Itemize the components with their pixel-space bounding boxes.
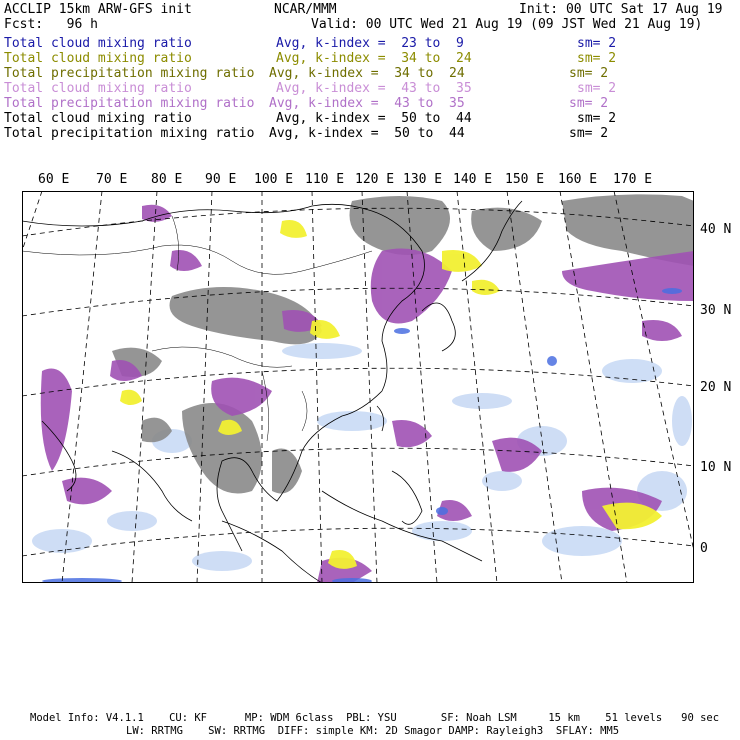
lon-label-160e: 160 E (558, 172, 598, 187)
legend-range-3: Avg, k-index = 34 to 24 (269, 66, 465, 81)
legend-field-4: Total cloud mixing ratio (4, 81, 192, 96)
legend-range-4: Avg, k-index = 43 to 35 (276, 81, 472, 96)
lon-label-120e: 120 E (355, 172, 395, 187)
legend-range-5: Avg, k-index = 43 to 35 (269, 96, 465, 111)
legend-field-7: Total precipitation mixing ratio (4, 126, 255, 141)
model-info-line: Model Info: V4.1.1 CU: KF MP: WDM 6class PBL: YSU SF: Noah LSM 15 km 51 levels 90 sec (30, 712, 720, 724)
legend-sm-6: sm= 2 (577, 111, 617, 126)
legend-range-6: Avg, k-index = 50 to 44 (276, 111, 472, 126)
model-title: ACCLIP 15km ARW-GFS init (4, 2, 192, 17)
legend-range-1: Avg, k-index = 23 to 9 (276, 36, 464, 51)
lon-label-60e: 60 E (38, 172, 70, 187)
legend-field-3: Total precipitation mixing ratio (4, 66, 255, 81)
lon-label-140e: 140 E (453, 172, 493, 187)
legend-range-7: Avg, k-index = 50 to 44 (269, 126, 465, 141)
lat-label-20n: 20 N (700, 380, 732, 395)
legend-field-6: Total cloud mixing ratio (4, 111, 192, 126)
init-time: Init: 00 UTC Sat 17 Aug 19 (519, 2, 723, 17)
forecast-map (22, 191, 694, 583)
lon-label-70e: 70 E (96, 172, 128, 187)
forecast-hour: Fcst: 96 h (4, 17, 98, 32)
legend-field-2: Total cloud mixing ratio (4, 51, 192, 66)
lon-label-80e: 80 E (151, 172, 183, 187)
lon-label-110e: 110 E (305, 172, 345, 187)
lat-label-0: 0 (700, 541, 708, 556)
physics-info-line: LW: RRTMG SW: RRTMG DIFF: simple KM: 2D Smagor DAMP: Rayleigh3 SFLAY: MM5 (126, 725, 620, 737)
lat-label-10n: 10 N (700, 460, 732, 475)
legend-sm-5: sm= 2 (569, 96, 609, 111)
lat-label-40n: 40 N (700, 222, 732, 237)
legend-sm-2: sm= 2 (577, 51, 617, 66)
lon-label-150e: 150 E (505, 172, 545, 187)
legend-sm-4: sm= 2 (577, 81, 617, 96)
lon-label-90e: 90 E (205, 172, 237, 187)
lon-label-100e: 100 E (254, 172, 294, 187)
valid-time: Valid: 00 UTC Wed 21 Aug 19 (09 JST Wed 21 Aug 19) (311, 17, 703, 32)
legend-sm-3: sm= 2 (569, 66, 609, 81)
lat-label-30n: 30 N (700, 303, 732, 318)
legend-field-1: Total cloud mixing ratio (4, 36, 192, 51)
lon-label-130e: 130 E (403, 172, 443, 187)
lon-label-170e: 170 E (613, 172, 653, 187)
legend-sm-1: sm= 2 (577, 36, 617, 51)
legend-field-5: Total precipitation mixing ratio (4, 96, 255, 111)
legend-sm-7: sm= 2 (569, 126, 609, 141)
legend-range-2: Avg, k-index = 34 to 24 (276, 51, 472, 66)
institution-label: NCAR/MMM (274, 2, 337, 17)
